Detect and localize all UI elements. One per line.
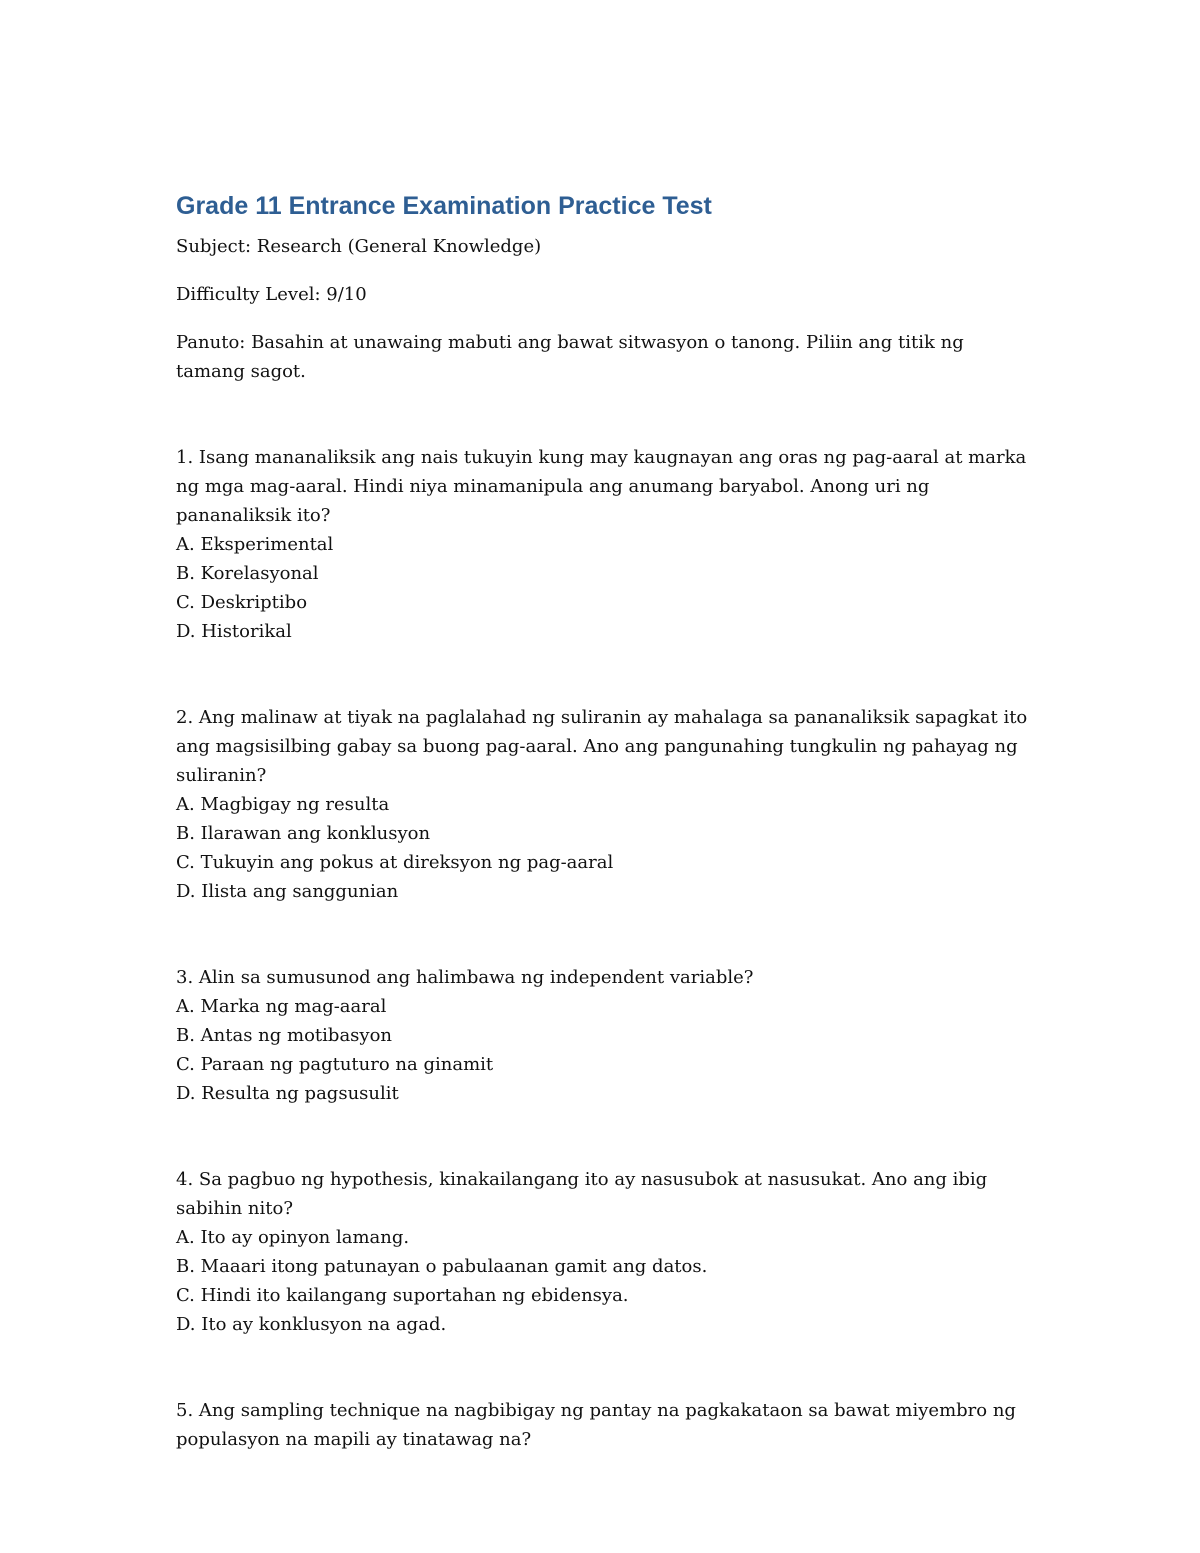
question-4 (176, 1165, 1036, 1339)
option-a: A. Ito ay opinyon lamang. (176, 1227, 410, 1248)
page-title: Grade 11 Entrance Examination Practice Test (176, 192, 712, 220)
option-a: A. Magbigay ng resulta (176, 794, 390, 815)
question-text: 5. Ang sampling technique na nagbibigay ng pantay na pagkakataon sa bawat miyembro ng populasyon na mapili ay tinatawag na? (176, 1400, 1016, 1450)
question-text: 4. Sa pagbuo ng hypothesis, kinakailangang ito ay nasusubok at nasusukat. Ano ang ibig sabihin nito? (176, 1169, 988, 1219)
question-2 (176, 703, 1036, 906)
option-b: B. Ilarawan ang konklusyon (176, 823, 431, 844)
question-3 (176, 963, 1036, 1108)
option-a: A. Marka ng mag-aaral (176, 996, 387, 1017)
difficulty-line: Difficulty Level: 9/10 (176, 284, 367, 305)
option-d: D. Ilista ang sanggunian (176, 881, 399, 902)
question-text: 3. Alin sa sumusunod ang halimbawa ng independent variable? (176, 967, 754, 988)
option-a: A. Eksperimental (176, 534, 334, 555)
option-b: B. Korelasyonal (176, 563, 319, 584)
instructions: Panuto: Basahin at unawaing mabuti ang bawat sitwasyon o tanong. Piliin ang titik ng tamang sagot. (176, 332, 964, 382)
subject-line: Subject: Research (General Knowledge) (176, 236, 542, 257)
option-c: C. Tukuyin ang pokus at direksyon ng pag-aaral (176, 852, 614, 873)
question-5 (176, 1396, 1036, 1454)
option-d: D. Ito ay konklusyon na agad. (176, 1314, 447, 1335)
option-d: D. Historikal (176, 621, 292, 642)
document-page (176, 190, 1036, 1511)
option-b: B. Antas ng motibasyon (176, 1025, 393, 1046)
question-1 (176, 443, 1036, 646)
question-text: 1. Isang mananaliksik ang nais tukuyin kung may kaugnayan ang oras ng pag-aaral at marka ng mga mag-aaral. Hindi niya minamanipula ang anumang baryabol. Anong uri ng pananaliksik ito? (176, 447, 1027, 526)
question-text: 2. Ang malinaw at tiyak na paglalahad ng suliranin ay mahalaga sa pananaliksik sapagkat ito ang magsisilbing gabay sa buong pag-aaral. Ano ang pangunahing tungkulin ng pahayag ng suliranin? (176, 707, 1028, 786)
option-c: C. Deskriptibo (176, 592, 308, 613)
option-c: C. Paraan ng pagtuturo na ginamit (176, 1054, 494, 1075)
option-c: C. Hindi ito kailangang suportahan ng ebidensya. (176, 1285, 629, 1306)
option-d: D. Resulta ng pagsusulit (176, 1083, 399, 1104)
option-b: B. Maaari itong patunayan o pabulaanan gamit ang datos. (176, 1256, 708, 1277)
